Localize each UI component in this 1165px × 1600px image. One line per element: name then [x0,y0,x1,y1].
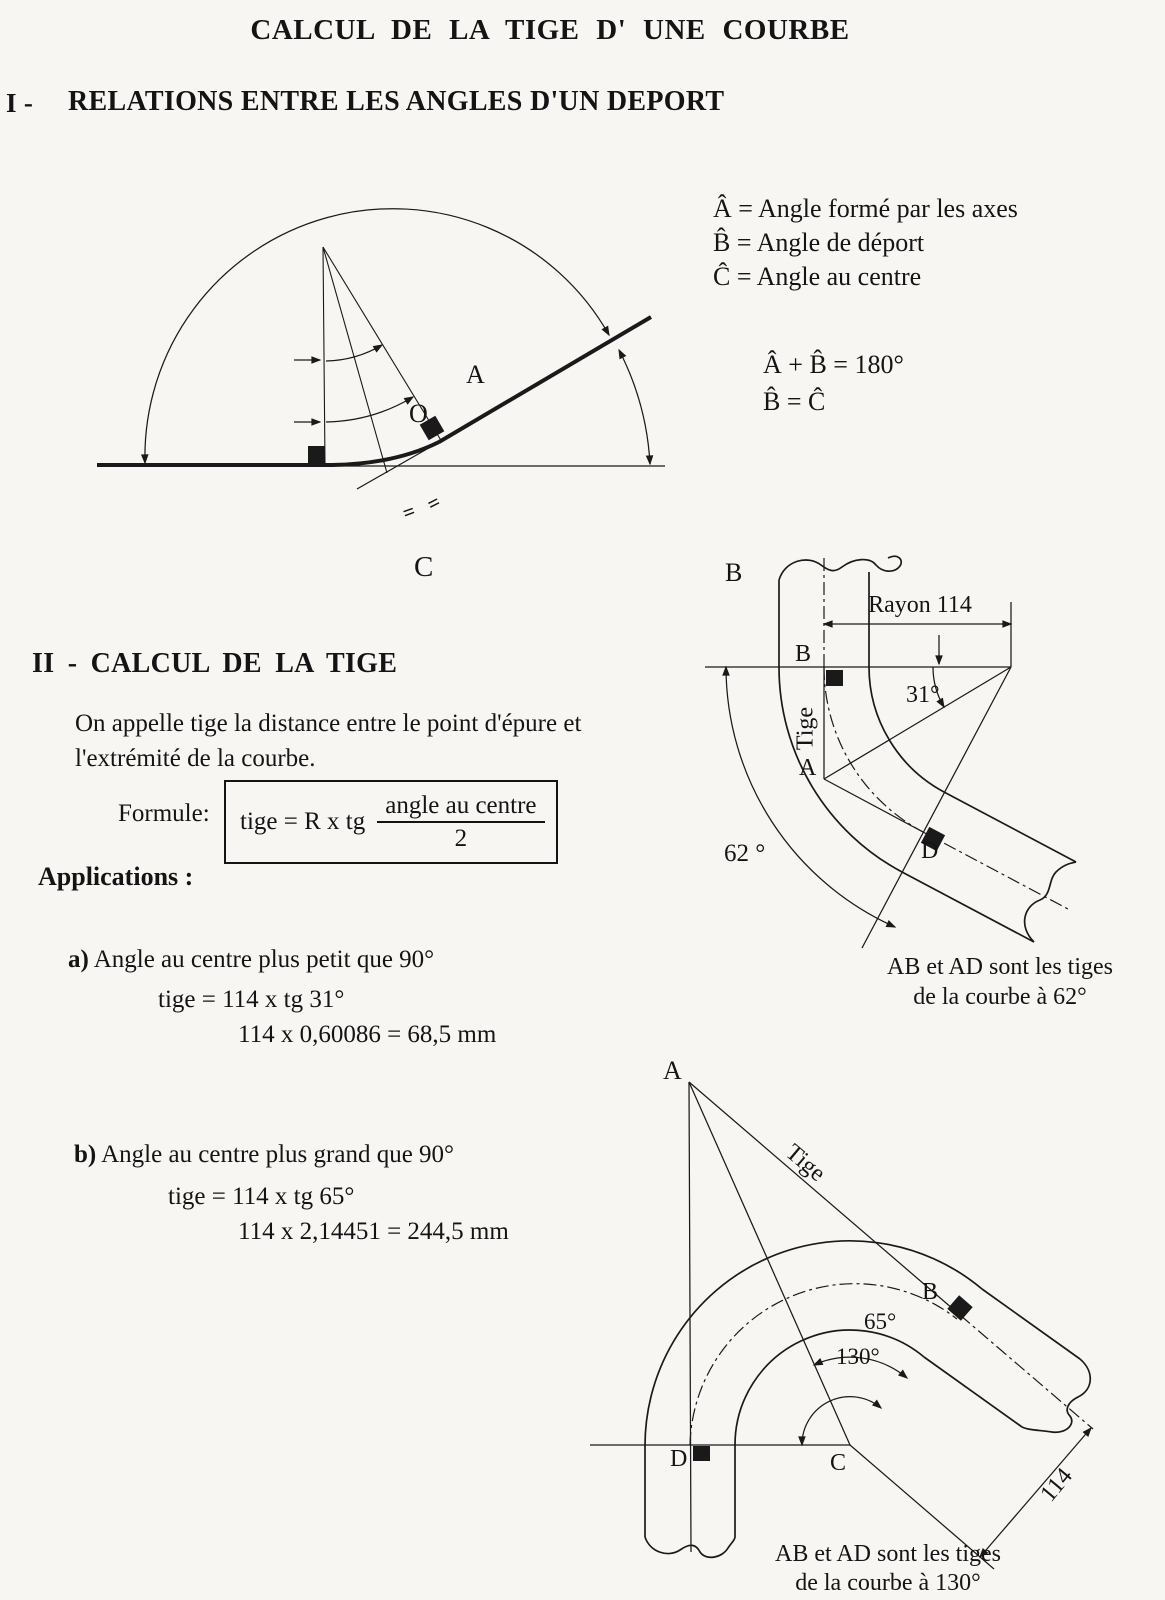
right-angle-marker [308,446,325,463]
formula-box [224,780,558,864]
d2-angle-62-label: 62 ° [724,840,766,867]
d3-point-c-label: C [830,1450,847,1476]
equal-mark: = [399,498,419,526]
d2-tige-label: Tige [792,706,819,751]
d3-caption-line1: AB et AD sont les tiges [775,1541,1001,1567]
tige-definition [75,706,581,776]
d1-angle-c-label: C [414,551,434,583]
d2-caption-line1: AB et AD sont les tiges [887,954,1113,980]
d3-point-d-label: D [670,1446,688,1472]
formula-denominator: 2 [454,825,468,852]
d2-caption [845,952,1155,1012]
radius-line-CD [862,667,1011,948]
diagonal-axis-extension [960,1315,1093,1429]
right-angle-marker [693,1446,710,1461]
d3-caption-line2: de la courbe à 130° [795,1570,981,1596]
angle-relations [763,346,904,420]
d1-point-o-label: O [409,399,428,428]
bend-130-diagram [560,1040,1165,1600]
application-a-text: Angle au centre plus petit que 90° [93,946,435,973]
application-a-marker: a) [68,946,89,973]
equal-angle-arcs [294,345,413,422]
angle-def-b: B̂ = Angle de déport [713,228,925,257]
application-a-calc2: 114 x 0,60086 = 68,5 mm [238,1021,497,1048]
application-b-calc1: tige = 114 x tg 65° [168,1183,355,1210]
d2-angle-31-label: 31° [906,682,940,708]
application-a-calc1: tige = 114 x tg 31° [158,986,345,1013]
d3-caption [733,1540,1043,1598]
deport-angles-diagram [80,170,700,500]
pipe-outline [645,1241,1090,1558]
relation-equality: B̂ = Ĉ [763,387,826,416]
applications-heading: Applications : [38,862,194,891]
application-b-marker: b) [74,1141,97,1168]
angle-def-a: Â = Angle formé par les axes [713,194,1018,223]
rayon-114-label: Rayon 114 [868,592,972,618]
right-angle-marker [947,1295,972,1320]
tige-definition-line1: On appelle tige la distance entre le point d'épure et [75,710,582,737]
application-b-title [74,1141,454,1169]
d3-point-a-label: A [663,1056,682,1085]
d2-point-d-label: D [921,838,939,864]
pipe-break-squiggle [779,556,901,580]
bend-centerline [690,1284,957,1445]
section1-heading: RELATIONS ENTRE LES ANGLES D'UN DEPORT [68,86,725,117]
relation-sum: Â + B̂ = 180° [763,350,904,379]
diagonal-axis [332,317,651,489]
baseline-axis [97,465,665,466]
pipe-break-squiggle [1025,862,1076,942]
angle-B-arc [619,350,650,464]
angle-130-arc [802,1397,881,1445]
tige-definition-line2: l'extrémité de la courbe. [75,745,316,772]
bend-curve [332,442,439,465]
d1-point-a-label: A [466,360,485,389]
d2-point-b-label: B [795,641,812,667]
pipe-break-squiggle [1022,1359,1090,1432]
formula-lhs: tige = R x tg [240,808,366,835]
section2-heading: II - CALCUL DE LA TIGE [32,648,398,679]
section1-numeral: I - [6,88,34,118]
right-angle-marker [826,670,843,686]
pipe-break-squiggle [645,1537,735,1557]
page-title: CALCUL DE LA TIGE D' UNE COURBE [250,14,850,46]
formula-label: Formule: [118,800,210,827]
d3-angle-130-label: 130° [836,1344,880,1369]
d2-caption-line2: de la courbe à 62° [913,984,1087,1010]
bisector-line-AC [689,1082,850,1445]
d1-angle-b-label: B [725,558,743,587]
d3-angle-65-label: 65° [864,1309,897,1334]
application-a-title [68,946,434,974]
formula-numerator: angle au centre [377,792,544,824]
application-b-text: Angle au centre plus grand que 90° [101,1141,455,1168]
formula-fraction [377,792,544,853]
angle-definitions [713,192,1018,294]
d3-point-b-label: B [922,1279,939,1305]
application-b-calc2: 114 x 2,14451 = 244,5 mm [238,1218,509,1245]
d3-dim-114-label: 114 [1035,1463,1078,1507]
d3-tige-label: Tige [780,1139,831,1187]
equal-mark: = [422,489,445,517]
d2-point-a-label: A [799,755,817,781]
angle-def-c: Ĉ = Angle au centre [713,262,922,291]
